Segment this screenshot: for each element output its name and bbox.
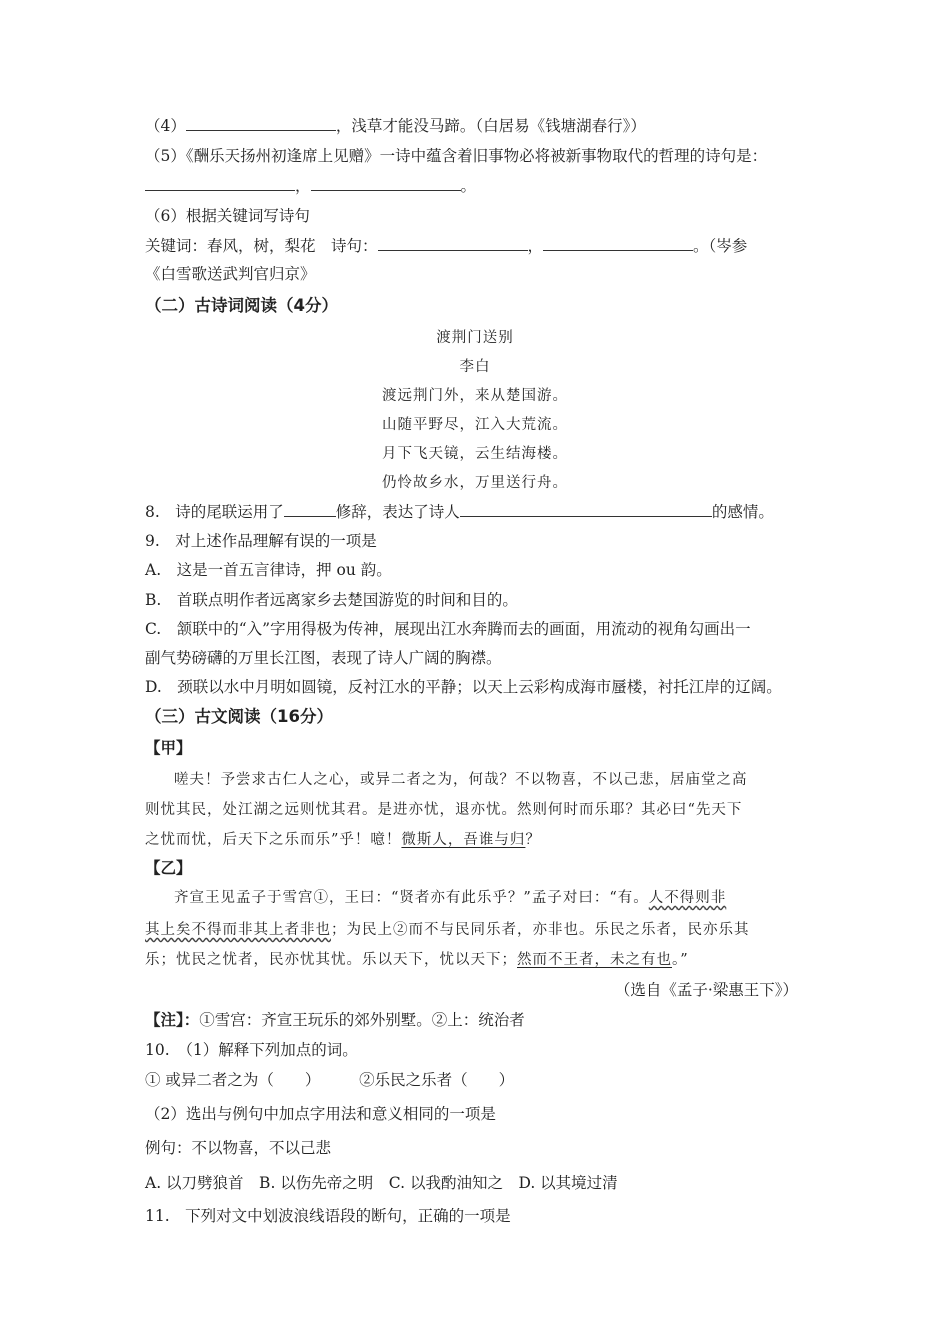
question-11-stem: 11. 下列对文中划波浪线语段的断句，正确的一项是 (145, 1207, 511, 1225)
poem-author: 李白 (459, 359, 491, 375)
underlined-phrase: 微斯人，吾谁与归 (401, 832, 526, 848)
punctuation: ， (527, 237, 544, 255)
passage-text: ；为民上②而不与民同乐者，亦非也。乐民之乐者，民亦乐其 (331, 922, 750, 938)
option-c[interactable]: C. 颔联中的“入”字用得极为传神，展现出江水奔腾而去的画面，用流动的视角勾画出一 (145, 620, 751, 638)
question-10-sub2: （2）选出与例句中加点字用法和意义相同的一项是 (145, 1105, 496, 1123)
answer-blank[interactable] (284, 502, 336, 517)
option-c-cont: 副气势磅礴的万里长江图，表现了诗人广阔的胸襟。 (145, 649, 502, 667)
note-label: 【注】： (145, 1010, 200, 1029)
poem-line: 仍怜故乡水，万里送行舟。 (382, 475, 568, 491)
question-8 (145, 502, 810, 522)
passage-jia-line: 则忧其民，处江湖之远则忧其君。是进亦忧，退亦忧。然则何时而乐耶？其必曰“先天下 (145, 802, 743, 818)
passage-text: 齐宣王见孟子于雪宫①，王曰：“贤者亦有此乐乎？”孟子对曰：“有。 (174, 890, 649, 906)
question-10-options[interactable]: A. 以刀劈狼首 B. 以伤先帝之明 C. 以我酌油知之 D. 以其境过清 (145, 1174, 618, 1192)
passage-jia-line (145, 830, 810, 850)
answer-blank[interactable] (186, 116, 336, 131)
poem-line: 月下飞天镜，云生结海楼。 (382, 446, 568, 462)
question-10-stem: 10. （1）解释下列加点的词。 (145, 1041, 358, 1059)
punctuation: 。 (460, 177, 477, 195)
punctuation: ， (295, 177, 311, 195)
passage-yi-line (145, 888, 810, 908)
passage-jia-label: 【甲】 (145, 738, 192, 757)
question-text: ，浅草才能没马蹄。（白居易《钱塘湖春行》） (335, 117, 646, 135)
option-a[interactable]: A. 这是一首五言律诗，押 ou 韵。 (145, 561, 392, 579)
answer-blank[interactable] (145, 176, 295, 191)
answer-blank[interactable] (378, 236, 528, 251)
passage-jia-line: 嗟夫！予尝求古仁人之心，或异二者之为，何哉？不以物喜，不以己悲，居庙堂之高 (174, 772, 748, 788)
passage-yi-label: 【乙】 (145, 858, 192, 877)
question-4 (145, 116, 810, 136)
section-2-heading: （二）古诗词阅读（4分） (145, 296, 338, 315)
poem-title: 渡荆门送别 (436, 330, 514, 346)
question-6-title: （6）根据关键词写诗句 (145, 207, 310, 225)
question-6-keywords (145, 236, 810, 256)
passage-text: 之忧而忧，后天下之乐而乐”乎！噫！ (145, 832, 402, 848)
note (145, 1010, 810, 1030)
passage-text: ？ (525, 832, 541, 848)
question-number: （4） (145, 117, 186, 135)
question-text: 。（岑参 (693, 237, 748, 255)
note-text: ①雪宫：齐宣王玩乐的郊外别墅。②上：统治者 (199, 1011, 525, 1029)
poem-line: 渡远荆门外，来从楚国游。 (382, 388, 568, 404)
keywords-text: 关键词：春风，树，梨花 诗句： (145, 237, 378, 255)
poem-line: 山随平野尽，江入大荒流。 (382, 417, 568, 433)
question-text: 8. 诗的尾联运用了 (145, 503, 284, 521)
wavy-underlined-phrase: 其上矣不得而非其上者非也 (145, 922, 331, 938)
answer-blank[interactable] (460, 502, 712, 517)
underlined-phrase: 然而不王者，未之有也 (517, 952, 672, 968)
passage-text: 乐；忧民之忧者，民亦忧其忧。乐以天下，忧以天下； (145, 952, 517, 968)
question-10-items: ① 或异二者之为（ ） ②乐民之乐者（ ） (145, 1071, 515, 1089)
answer-blank[interactable] (311, 176, 461, 191)
answer-blank[interactable] (543, 236, 693, 251)
question-text: 的感情。 (711, 503, 774, 521)
passage-source: （选自《孟子·梁惠王下》） (614, 981, 798, 999)
question-9-stem: 9. 对上述作品理解有误的一项是 (145, 532, 377, 550)
question-10-example: 例句：不以物喜，不以己悲 (145, 1139, 332, 1157)
question-text: 修辞，表达了诗人 (335, 503, 460, 521)
passage-text: 。” (672, 952, 689, 968)
passage-yi-line (145, 950, 810, 970)
option-b[interactable]: B. 首联点明作者远离家乡去楚国游览的时间和目的。 (145, 591, 518, 609)
question-5-blanks (145, 176, 810, 196)
question-5: （5）《酬乐天扬州初逢席上见赠》一诗中蕴含着旧事物必将被新事物取代的哲理的诗句是： (145, 147, 768, 165)
section-3-heading: （三）古文阅读（16分） (145, 707, 333, 726)
passage-yi-line (145, 920, 810, 940)
wavy-underlined-phrase: 人不得则非 (648, 890, 727, 906)
question-6-source: 《白雪歌送武判官归京》 (145, 265, 316, 283)
option-d[interactable]: D. 颈联以水中月明如圆镜，反衬江水的平静；以天上云彩构成海市蜃楼，衬托江岸的辽阔。 (145, 678, 782, 696)
